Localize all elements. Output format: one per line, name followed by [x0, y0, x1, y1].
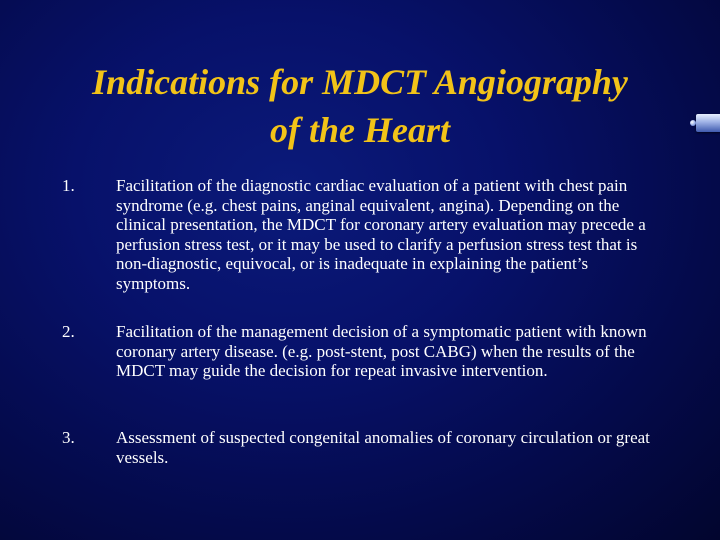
slide-title-line-1: Indications for MDCT Angiography	[92, 62, 628, 102]
tab-decoration-bead	[690, 120, 696, 126]
list-item-number: 1.	[62, 176, 75, 195]
slide-title	[0, 58, 720, 154]
slide-title-line-2: of the Heart	[270, 110, 450, 150]
list-item-text: Assessment of suspected congenital anomalies of coronary circulation or great vessels.	[116, 428, 650, 467]
list-item-number: 2.	[62, 322, 75, 341]
list-item-number: 3.	[62, 428, 75, 447]
tab-decoration-icon	[690, 112, 720, 134]
list-item-text: Facilitation of the diagnostic cardiac evaluation of a patient with chest pain syndrome (e.g. chest pains, anginal equivalent, angina). Depending on the clinical presentation, the MDCT for coronary artery evaluation may precede a perfusion stress test, or it may be used to clarify a perfusion stress test that is non-diagnostic, equivocal, or is inadequate in explaining the patient’s symptoms.	[116, 176, 646, 293]
list-item-text: Facilitation of the management decision of a symptomatic patient with known coronary artery disease. (e.g. post-stent, post CABG) when the results of the MDCT may guide the decision for repeat invasive intervention.	[116, 322, 647, 380]
tab-decoration-slab	[696, 114, 720, 132]
